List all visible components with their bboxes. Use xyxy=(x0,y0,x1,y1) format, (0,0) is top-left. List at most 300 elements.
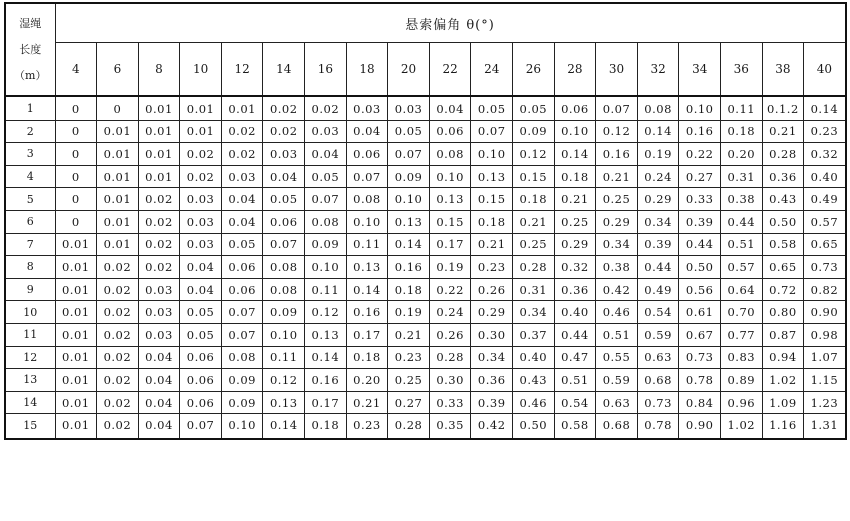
value-cell: 0.14 xyxy=(804,96,846,120)
table-row xyxy=(5,323,846,346)
value-cell: 0.29 xyxy=(596,210,638,233)
value-cell: 0.15 xyxy=(429,210,471,233)
value-cell: 0.29 xyxy=(637,188,679,211)
value-cell: 0.12 xyxy=(263,369,305,392)
value-cell: 0.10 xyxy=(429,165,471,188)
length-cell: 10 xyxy=(5,301,55,324)
value-cell: 0.04 xyxy=(138,391,180,414)
value-cell: 0.02 xyxy=(97,414,139,439)
correction-table xyxy=(4,2,847,440)
value-cell: 0.14 xyxy=(263,414,305,439)
value-cell: 0.06 xyxy=(180,346,222,369)
value-cell: 0.05 xyxy=(305,165,347,188)
value-cell: 0.07 xyxy=(596,96,638,120)
value-cell: 0.65 xyxy=(762,256,804,279)
value-cell: 0.06 xyxy=(221,278,263,301)
value-cell: 0.46 xyxy=(513,391,555,414)
value-cell: 0.23 xyxy=(471,256,513,279)
length-cell: 14 xyxy=(5,391,55,414)
value-cell: 0.23 xyxy=(388,346,430,369)
value-cell: 0.18 xyxy=(388,278,430,301)
length-cell: 4 xyxy=(5,165,55,188)
value-cell: 0.06 xyxy=(180,369,222,392)
table-container xyxy=(4,2,847,440)
value-cell: 0.02 xyxy=(97,278,139,301)
table-row xyxy=(5,256,846,279)
value-cell: 0.14 xyxy=(388,233,430,256)
value-cell: 0.44 xyxy=(554,323,596,346)
value-cell: 0.09 xyxy=(513,120,555,143)
value-cell: 0.04 xyxy=(138,369,180,392)
value-cell: 0.11 xyxy=(346,233,388,256)
length-cell: 2 xyxy=(5,120,55,143)
value-cell: 0.05 xyxy=(180,323,222,346)
table-row xyxy=(5,391,846,414)
angle-header-cell: 16 xyxy=(305,43,347,97)
value-cell: 0.02 xyxy=(305,96,347,120)
angle-header-cell: 26 xyxy=(513,43,555,97)
value-cell: 0.49 xyxy=(804,188,846,211)
value-cell: 0.01 xyxy=(138,165,180,188)
value-cell: 0.33 xyxy=(429,391,471,414)
value-cell: 0.29 xyxy=(554,233,596,256)
angle-header-cell: 36 xyxy=(721,43,763,97)
value-cell: 0.10 xyxy=(471,143,513,166)
value-cell: 0.11 xyxy=(263,346,305,369)
value-cell: 0.51 xyxy=(596,323,638,346)
value-cell: 0.46 xyxy=(596,301,638,324)
value-cell: 0.38 xyxy=(596,256,638,279)
length-cell: 8 xyxy=(5,256,55,279)
value-cell: 0.14 xyxy=(554,143,596,166)
table-row xyxy=(5,346,846,369)
value-cell: 0.16 xyxy=(346,301,388,324)
value-cell: 0.44 xyxy=(679,233,721,256)
value-cell: 0.28 xyxy=(762,143,804,166)
value-cell: 0.04 xyxy=(180,256,222,279)
value-cell: 0.03 xyxy=(221,165,263,188)
value-cell: 0.14 xyxy=(637,120,679,143)
value-cell: 0.80 xyxy=(762,301,804,324)
value-cell: 0.31 xyxy=(513,278,555,301)
table-row xyxy=(5,143,846,166)
value-cell: 0.08 xyxy=(305,210,347,233)
value-cell: 0.01 xyxy=(97,165,139,188)
value-cell: 0.34 xyxy=(471,346,513,369)
value-cell: 0.01 xyxy=(97,188,139,211)
value-cell: 0.56 xyxy=(679,278,721,301)
value-cell: 0.13 xyxy=(263,391,305,414)
value-cell: 0.24 xyxy=(429,301,471,324)
value-cell: 0 xyxy=(55,210,97,233)
value-cell: 0.02 xyxy=(97,346,139,369)
value-cell: 0.08 xyxy=(429,143,471,166)
table-row xyxy=(5,188,846,211)
value-cell: 0.87 xyxy=(762,323,804,346)
value-cell: 0.03 xyxy=(138,278,180,301)
value-cell: 0.06 xyxy=(263,210,305,233)
value-cell: 0.16 xyxy=(679,120,721,143)
value-cell: 0.08 xyxy=(263,278,305,301)
value-cell: 0.23 xyxy=(804,120,846,143)
value-cell: 0.15 xyxy=(471,188,513,211)
value-cell: 0.07 xyxy=(221,301,263,324)
table-row xyxy=(5,414,846,439)
value-cell: 0.02 xyxy=(97,256,139,279)
value-cell: 0.47 xyxy=(554,346,596,369)
value-cell: 0.21 xyxy=(554,188,596,211)
value-cell: 0.05 xyxy=(513,96,555,120)
value-cell: 0.08 xyxy=(221,346,263,369)
value-cell: 0.10 xyxy=(679,96,721,120)
value-cell: 0.14 xyxy=(346,278,388,301)
value-cell: 0.08 xyxy=(346,188,388,211)
value-cell: 0.06 xyxy=(346,143,388,166)
value-cell: 0.19 xyxy=(429,256,471,279)
angle-header-cell: 6 xyxy=(97,43,139,97)
value-cell: 0.12 xyxy=(305,301,347,324)
value-cell: 0.36 xyxy=(762,165,804,188)
value-cell: 0.03 xyxy=(180,188,222,211)
value-cell: 0.21 xyxy=(471,233,513,256)
value-cell: 0.34 xyxy=(596,233,638,256)
value-cell: 0.02 xyxy=(138,210,180,233)
value-cell: 0.32 xyxy=(554,256,596,279)
value-cell: 0.43 xyxy=(513,369,555,392)
value-cell: 0.59 xyxy=(596,369,638,392)
value-cell: 0.98 xyxy=(804,323,846,346)
value-cell: 0.06 xyxy=(554,96,596,120)
value-cell: 0.08 xyxy=(263,256,305,279)
value-cell: 0.50 xyxy=(762,210,804,233)
value-cell: 0.01 xyxy=(55,369,97,392)
value-cell: 0.07 xyxy=(305,188,347,211)
value-cell: 0.09 xyxy=(221,391,263,414)
length-cell: 13 xyxy=(5,369,55,392)
value-cell: 0.17 xyxy=(346,323,388,346)
value-cell: 0.19 xyxy=(637,143,679,166)
value-cell: 0.39 xyxy=(637,233,679,256)
length-cell: 7 xyxy=(5,233,55,256)
table-row xyxy=(5,278,846,301)
angle-group-header: 悬索偏角 θ(°) xyxy=(55,3,846,43)
value-cell: 0.03 xyxy=(180,233,222,256)
value-cell: 0.03 xyxy=(388,96,430,120)
value-cell: 0.07 xyxy=(471,120,513,143)
value-cell: 0.02 xyxy=(180,165,222,188)
value-cell: 0.04 xyxy=(138,414,180,439)
angle-header-cell: 4 xyxy=(55,43,97,97)
value-cell: 0.12 xyxy=(596,120,638,143)
value-cell: 0.02 xyxy=(97,391,139,414)
angle-header-cell: 28 xyxy=(554,43,596,97)
length-cell: 15 xyxy=(5,414,55,439)
value-cell: 1.07 xyxy=(804,346,846,369)
value-cell: 0.42 xyxy=(596,278,638,301)
value-cell: 0.73 xyxy=(679,346,721,369)
value-cell: 0.07 xyxy=(388,143,430,166)
corner-header xyxy=(5,3,55,96)
value-cell: 0.09 xyxy=(305,233,347,256)
value-cell: 0.07 xyxy=(221,323,263,346)
angle-header-cell: 38 xyxy=(762,43,804,97)
value-cell: 0.20 xyxy=(721,143,763,166)
value-cell: 0.84 xyxy=(679,391,721,414)
value-cell: 0.44 xyxy=(721,210,763,233)
table-row xyxy=(5,369,846,392)
value-cell: 0 xyxy=(55,96,97,120)
value-cell: 0.28 xyxy=(429,346,471,369)
value-cell: 1.09 xyxy=(762,391,804,414)
value-cell: 0.13 xyxy=(429,188,471,211)
value-cell: 0.02 xyxy=(221,120,263,143)
angle-header-cell: 24 xyxy=(471,43,513,97)
value-cell: 0.04 xyxy=(429,96,471,120)
value-cell: 0.10 xyxy=(388,188,430,211)
value-cell: 0.02 xyxy=(263,120,305,143)
value-cell: 0 xyxy=(55,188,97,211)
value-cell: 0.57 xyxy=(804,210,846,233)
value-cell: 0.13 xyxy=(471,165,513,188)
value-cell: 0.25 xyxy=(596,188,638,211)
value-cell: 0.17 xyxy=(305,391,347,414)
value-cell: 0.07 xyxy=(346,165,388,188)
length-cell: 11 xyxy=(5,323,55,346)
angle-header-cell: 12 xyxy=(221,43,263,97)
corner-line: 长度 xyxy=(19,42,42,56)
value-cell: 0.33 xyxy=(679,188,721,211)
angle-header-cell: 34 xyxy=(679,43,721,97)
value-cell: 0.21 xyxy=(513,210,555,233)
value-cell: 0.13 xyxy=(346,256,388,279)
value-cell: 0.59 xyxy=(637,323,679,346)
value-cell: 0.55 xyxy=(596,346,638,369)
value-cell: 0.03 xyxy=(180,210,222,233)
value-cell: 0.21 xyxy=(388,323,430,346)
length-cell: 5 xyxy=(5,188,55,211)
value-cell: 0.78 xyxy=(637,414,679,439)
value-cell: 0.58 xyxy=(762,233,804,256)
value-cell: 0.06 xyxy=(221,256,263,279)
value-cell: 0.61 xyxy=(679,301,721,324)
length-cell: 12 xyxy=(5,346,55,369)
value-cell: 0.02 xyxy=(97,369,139,392)
value-cell: 0.10 xyxy=(221,414,263,439)
value-cell: 0.73 xyxy=(637,391,679,414)
angle-header-cell: 20 xyxy=(388,43,430,97)
value-cell: 0.03 xyxy=(305,120,347,143)
value-cell: 0.03 xyxy=(138,323,180,346)
value-cell: 0.11 xyxy=(305,278,347,301)
value-cell: 0.04 xyxy=(346,120,388,143)
value-cell: 0.01 xyxy=(55,301,97,324)
value-cell: 0.01 xyxy=(97,233,139,256)
value-cell: 0.18 xyxy=(513,188,555,211)
value-cell: 0.23 xyxy=(346,414,388,439)
value-cell: 0.16 xyxy=(388,256,430,279)
value-cell: 0 xyxy=(55,120,97,143)
value-cell: 0.63 xyxy=(637,346,679,369)
value-cell: 0.13 xyxy=(388,210,430,233)
value-cell: 0.21 xyxy=(596,165,638,188)
length-cell: 1 xyxy=(5,96,55,120)
value-cell: 0.50 xyxy=(513,414,555,439)
angle-header-cell: 18 xyxy=(346,43,388,97)
value-cell: 0.01 xyxy=(55,256,97,279)
value-cell: 1.23 xyxy=(804,391,846,414)
value-cell: 0.83 xyxy=(721,346,763,369)
value-cell: 0.39 xyxy=(471,391,513,414)
corner-line: （m） xyxy=(14,68,47,82)
value-cell: 0.07 xyxy=(263,233,305,256)
value-cell: 0.21 xyxy=(762,120,804,143)
value-cell: 0.51 xyxy=(721,233,763,256)
value-cell: 0.58 xyxy=(554,414,596,439)
value-cell: 0.73 xyxy=(804,256,846,279)
value-cell: 0.67 xyxy=(679,323,721,346)
angle-header-row xyxy=(5,43,846,97)
value-cell: 0 xyxy=(55,143,97,166)
value-cell: 0.01 xyxy=(97,210,139,233)
value-cell: 0.24 xyxy=(637,165,679,188)
value-cell: 0.18 xyxy=(471,210,513,233)
value-cell: 0.04 xyxy=(221,188,263,211)
value-cell: 0.18 xyxy=(305,414,347,439)
value-cell: 0.13 xyxy=(305,323,347,346)
value-cell: 1.16 xyxy=(762,414,804,439)
value-cell: 0.18 xyxy=(554,165,596,188)
value-cell: 0.12 xyxy=(513,143,555,166)
value-cell: 0.16 xyxy=(596,143,638,166)
value-cell: 0.28 xyxy=(388,414,430,439)
value-cell: 0.1.2 xyxy=(762,96,804,120)
angle-header-cell: 14 xyxy=(263,43,305,97)
value-cell: 0.02 xyxy=(221,143,263,166)
value-cell: 0.01 xyxy=(55,346,97,369)
value-cell: 0.01 xyxy=(55,323,97,346)
value-cell: 0.22 xyxy=(679,143,721,166)
length-cell: 6 xyxy=(5,210,55,233)
table-row xyxy=(5,165,846,188)
value-cell: 0.30 xyxy=(429,369,471,392)
value-cell: 0 xyxy=(97,96,139,120)
value-cell: 0.21 xyxy=(346,391,388,414)
value-cell: 0.01 xyxy=(138,143,180,166)
value-cell: 0.19 xyxy=(388,301,430,324)
value-cell: 0.05 xyxy=(388,120,430,143)
value-cell: 0.02 xyxy=(138,233,180,256)
value-cell: 0.27 xyxy=(388,391,430,414)
value-cell: 0.72 xyxy=(762,278,804,301)
length-cell: 3 xyxy=(5,143,55,166)
corner-line: 湿绳 xyxy=(19,16,42,30)
value-cell: 0.26 xyxy=(429,323,471,346)
value-cell: 0.29 xyxy=(471,301,513,324)
value-cell: 0.34 xyxy=(637,210,679,233)
value-cell: 0.90 xyxy=(804,301,846,324)
value-cell: 0.32 xyxy=(804,143,846,166)
value-cell: 0.31 xyxy=(721,165,763,188)
value-cell: 0.01 xyxy=(55,391,97,414)
value-cell: 0.26 xyxy=(471,278,513,301)
value-cell: 0.25 xyxy=(513,233,555,256)
angle-header-cell: 32 xyxy=(637,43,679,97)
value-cell: 0.25 xyxy=(554,210,596,233)
value-cell: 0.03 xyxy=(346,96,388,120)
value-cell: 0.18 xyxy=(346,346,388,369)
value-cell: 0.01 xyxy=(180,120,222,143)
value-cell: 0.16 xyxy=(305,369,347,392)
value-cell: 0.43 xyxy=(762,188,804,211)
value-cell: 0.06 xyxy=(429,120,471,143)
value-cell: 0.02 xyxy=(138,188,180,211)
value-cell: 0.68 xyxy=(637,369,679,392)
value-cell: 0.36 xyxy=(471,369,513,392)
value-cell: 0.04 xyxy=(263,165,305,188)
value-cell: 1.15 xyxy=(804,369,846,392)
value-cell: 0.02 xyxy=(97,301,139,324)
value-cell: 0.02 xyxy=(138,256,180,279)
value-cell: 0.05 xyxy=(221,233,263,256)
value-cell: 0.10 xyxy=(263,323,305,346)
value-cell: 0.90 xyxy=(679,414,721,439)
value-cell: 0.94 xyxy=(762,346,804,369)
value-cell: 0.89 xyxy=(721,369,763,392)
value-cell: 0.70 xyxy=(721,301,763,324)
value-cell: 0.03 xyxy=(138,301,180,324)
value-cell: 0.07 xyxy=(180,414,222,439)
angle-header-cell: 10 xyxy=(180,43,222,97)
value-cell: 0.39 xyxy=(679,210,721,233)
value-cell: 0.08 xyxy=(637,96,679,120)
value-cell: 0.82 xyxy=(804,278,846,301)
value-cell: 0.49 xyxy=(637,278,679,301)
value-cell: 0.57 xyxy=(721,256,763,279)
value-cell: 0.27 xyxy=(679,165,721,188)
value-cell: 0.54 xyxy=(637,301,679,324)
value-cell: 0.01 xyxy=(97,143,139,166)
value-cell: 0.18 xyxy=(721,120,763,143)
value-cell: 0.54 xyxy=(554,391,596,414)
value-cell: 0.25 xyxy=(388,369,430,392)
value-cell: 0.37 xyxy=(513,323,555,346)
value-cell: 0.17 xyxy=(429,233,471,256)
value-cell: 0.04 xyxy=(138,346,180,369)
value-cell: 0.40 xyxy=(804,165,846,188)
value-cell: 0.02 xyxy=(263,96,305,120)
value-cell: 0.42 xyxy=(471,414,513,439)
table-row xyxy=(5,301,846,324)
value-cell: 1.31 xyxy=(804,414,846,439)
value-cell: 0.40 xyxy=(513,346,555,369)
value-cell: 0.10 xyxy=(554,120,596,143)
table-row xyxy=(5,120,846,143)
value-cell: 0.68 xyxy=(596,414,638,439)
angle-header-cell: 30 xyxy=(596,43,638,97)
table-row xyxy=(5,233,846,256)
table-row xyxy=(5,96,846,120)
value-cell: 0.30 xyxy=(471,323,513,346)
value-cell: 0.65 xyxy=(804,233,846,256)
value-cell: 0.03 xyxy=(263,143,305,166)
value-cell: 0.36 xyxy=(554,278,596,301)
value-cell: 0.04 xyxy=(305,143,347,166)
value-cell: 0.10 xyxy=(346,210,388,233)
value-cell: 0.22 xyxy=(429,278,471,301)
value-cell: 0.35 xyxy=(429,414,471,439)
value-cell: 0.01 xyxy=(97,120,139,143)
angle-header-cell: 40 xyxy=(804,43,846,97)
